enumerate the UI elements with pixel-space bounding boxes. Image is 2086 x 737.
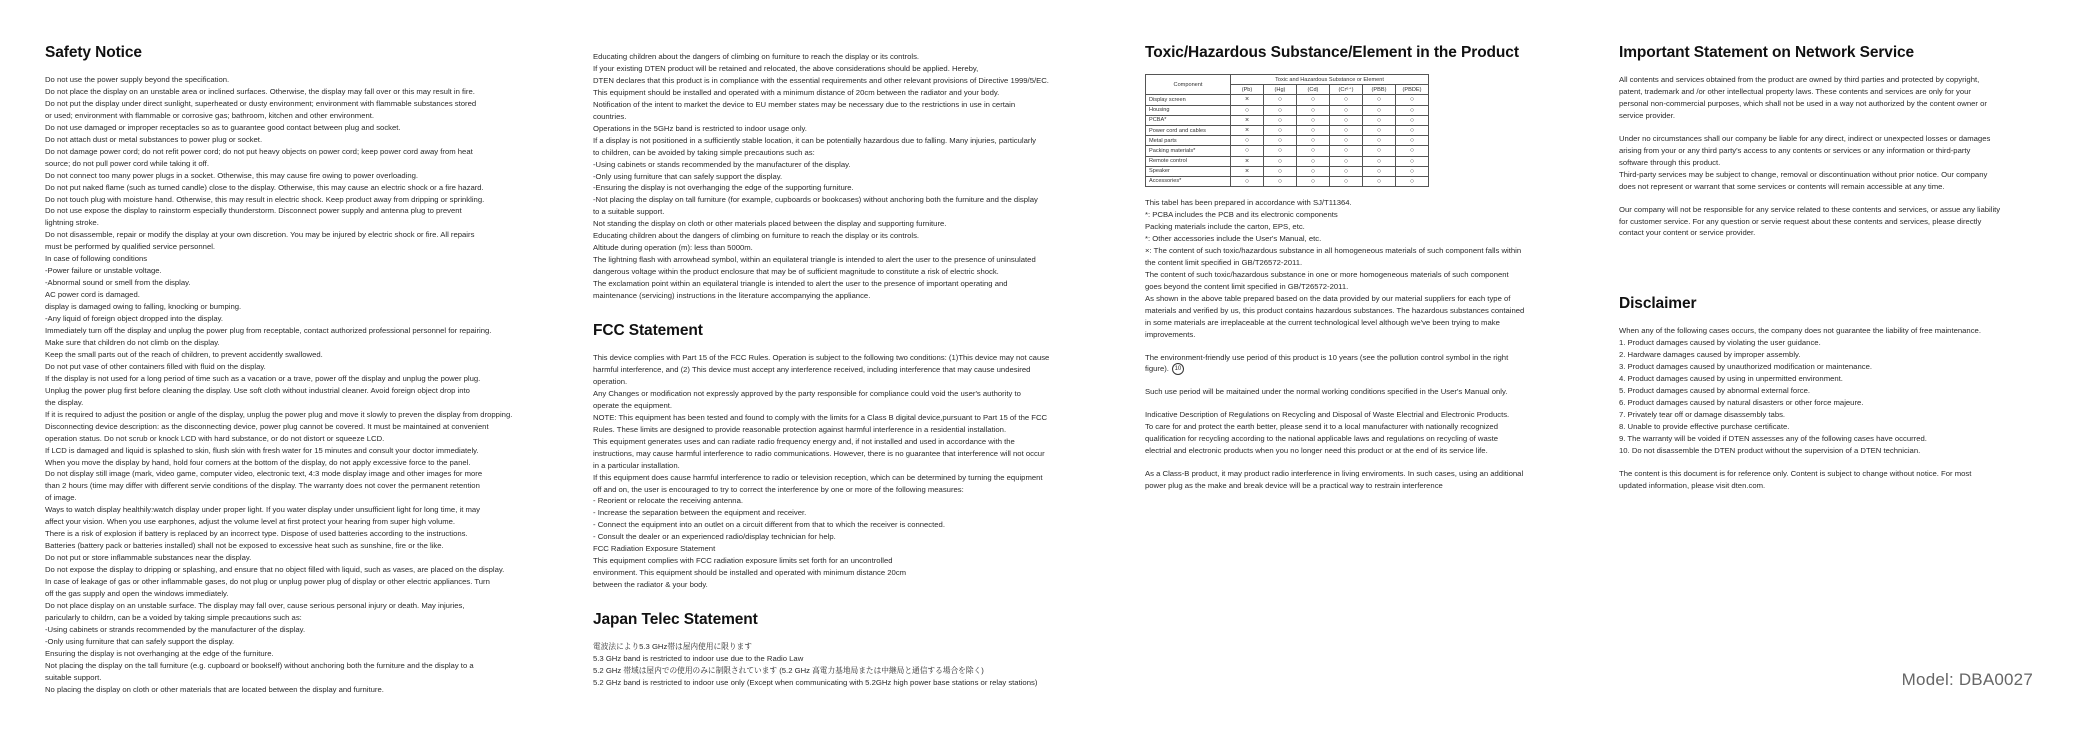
pollution-control-icon: 10 (1172, 363, 1184, 375)
compliance-line: The lightning flash with arrowhead symbol, within an equilateral triangle is intended to alert the user to the presence of uninsulated (593, 255, 1036, 265)
table-cell-mark: × (1231, 156, 1264, 166)
fcc-line: operate the equipment. (593, 400, 673, 410)
table-cell-mark: ○ (1297, 105, 1330, 115)
safety-line: Ensuring the display is not overhanging at the edge of the furniture. (45, 648, 274, 658)
safety-line: In case of following conditions (45, 254, 148, 264)
table-cell-mark: ○ (1264, 105, 1297, 115)
environment-line (1145, 352, 1615, 364)
japan-telec-title: Japan Telec Statement (593, 611, 758, 629)
recycle-line: Indicative Description of Regulations on Recycling and Disposal of Waste Electrial and Electronic Products. (1145, 410, 1510, 420)
toxic-note-line: Packing materials include the carton, EPS, etc. (1145, 221, 1305, 231)
table-cell-mark: ○ (1330, 156, 1363, 166)
compliance-line: DTEN declares that this product is in compliance with the essential requirements and other relevant provisions of Directive 1999/5/EC. (593, 75, 1049, 85)
table-cell-mark: ○ (1363, 166, 1396, 176)
class-b-text (1145, 468, 1615, 492)
disclaimer-item: 3. Product damages caused by unauthorized modification or maintenance. (1619, 362, 1872, 372)
class-b-line: As a Class-B product, it may product radio interference in living enviroments. In such cases, using an additional (1145, 469, 1524, 479)
table-cell-mark: ○ (1264, 125, 1297, 135)
safety-line: In case of leakage of gas or other inflammable gases, do not plug or unplug power plug of display or other electric appliances. Turn (45, 577, 490, 587)
table-cell-mark: ○ (1297, 136, 1330, 146)
safety-line: Do not use damaged or improper receptacles so as to guarantee good contact between plug and socket. (45, 122, 401, 132)
table-cell-mark: ○ (1231, 146, 1264, 156)
recycle-line: qualification for recycling according to the national applicable laws and regulations on recycling of waste (1145, 434, 1498, 444)
safety-line: Do not expose the display to dripping or splashing, and ensure that no object filled with liquid, such as vases, are placed on the display. (45, 565, 505, 575)
safety-line: Do not use expose the display to rainstorm especially thunderstorm. Disconnect power supply and antenna plug to prevent (45, 206, 462, 216)
table-row-component: Display screen (1146, 95, 1231, 105)
disclaimer-item: 8. Unable to provide effective purchase certificate. (1619, 422, 1790, 432)
safety-line: must be performed by qualified service personnel. (45, 242, 216, 252)
safety-line: No placing the display on cloth or other materials that are located between the display and furniture. (45, 684, 384, 694)
fcc-line: - Consult the dealer or an experienced radio/display technician for help. (593, 532, 836, 542)
safety-line: There is a risk of explosion if battery is replaced by an incorrect type. Dispose of used batteries according to the instructions. (45, 529, 468, 539)
table-cell-mark: ○ (1264, 156, 1297, 166)
table-cell-mark: ○ (1396, 125, 1429, 135)
network-line: personal non-commercial purposes, which shall not be used in a way not authorized by the content owner or (1619, 98, 1987, 108)
table-cell-mark: ○ (1330, 125, 1363, 135)
table-cell-mark: ○ (1297, 125, 1330, 135)
safety-line: -Using cabinets or strands recommended by the manufacturer of the display. (45, 624, 306, 634)
table-cell-mark: ○ (1363, 176, 1396, 186)
compliance-column (593, 51, 1113, 689)
network-line: does not represent or warrant that some services or contents will remain accessible at any time. (1619, 181, 1945, 191)
toxic-note-line: The content of such toxic/hazardous substance in one or more homogeneous materials of such component (1145, 269, 1509, 279)
table-cell-mark: ○ (1396, 166, 1429, 176)
table-row (1146, 136, 1429, 146)
table-cell-mark: ○ (1363, 95, 1396, 105)
compliance-line: -Not placing the display on tall furniture (for example, cupboards or bookcases) without anchoring both the furniture and the display (593, 195, 1038, 205)
environment-line-text: figure). (1145, 364, 1169, 374)
table-cell-mark: ○ (1330, 146, 1363, 156)
safety-line: Do not put naked flame (such as turned candle) close to the display. Otherwise, this may cause an electric shock or a fire hazard. (45, 182, 484, 192)
table-cell-mark: ○ (1363, 156, 1396, 166)
network-line: service provider. (1619, 110, 1675, 120)
fcc-line: If this equipment does cause harmful interference to radio or television reception, which can be determined by turning the equipment (593, 472, 1043, 482)
network-line: All contents and services obtained from the product are owned by third parties and protected by copyright, (1619, 75, 1980, 84)
toxic-note-line: *: PCBA includes the PCB and its electronic components (1145, 210, 1338, 220)
japan-line: 5.2 GHz 帯域は屋内での使用のみに制限されています (5.2 GHz 高電力基地局または中継局と通信する場合を除く) (593, 665, 984, 675)
fcc-line: in a particular installation. (593, 460, 680, 470)
safety-line: If the display is not used for a long period of time such as a vacation or a trave, power off the display and unplug the power plug. (45, 373, 481, 383)
table-cell-mark: ○ (1396, 176, 1429, 186)
disclaimer-item: 10. Do not disassemble the DTEN product without the supervision of a DTEN technician. (1619, 445, 1921, 455)
table-row (1146, 176, 1429, 186)
safety-line: If it is required to adjust the position or angle of the display, unplug the power plug and move it slowly to preven the display from dropping. (45, 409, 513, 419)
safety-line: Disconnecting device description: as the disconnecting device, power plug cannot be covered. It must be maintained at convenient (45, 421, 489, 431)
compliance-line: -Ensuring the display is not overhanging the edge of the supporting furniture. (593, 183, 854, 193)
safety-line: Ways to watch display healthily:watch display under proper light. If you water display under unsufficient light for long time, it may (45, 505, 480, 515)
safety-line: Do not touch plug with moisture hand. Otherwise, this may result in electric shock. Keep product away from dripping or sprinkling. (45, 194, 485, 204)
table-cell-mark: ○ (1363, 115, 1396, 125)
table-cell-mark: ○ (1297, 166, 1330, 176)
table-cell-mark: ○ (1264, 146, 1297, 156)
safety-line: than 2 hours (time may differ with different servie conditions of the display. The warranty does not cover the permanent retention (45, 481, 480, 491)
table-row-component: Housing (1146, 105, 1231, 115)
toxic-note-line: ×: The content of such toxic/hazardous substance in all homogeneous materials of such component falls within (1145, 245, 1522, 255)
network-line: Our company will not be responsible for any service related to these contents and services, or assue any liability (1619, 204, 2001, 214)
table-column-header: (PBB) (1363, 85, 1396, 95)
network-line: contact your content or service provider. (1619, 228, 1756, 238)
safety-line: -Abnormal sound or smell from the display. (45, 278, 191, 288)
safety-line: suitable support. (45, 672, 102, 682)
toxic-note-line: *: Other accessories include the User's Manual, etc. (1145, 233, 1322, 243)
environment-period-text (1145, 352, 1615, 376)
table-row (1146, 125, 1429, 135)
table-row-component: PCBA* (1146, 115, 1231, 125)
fcc-line: - Increase the separation between the equipment and receiver. (593, 508, 807, 518)
recycle-line: electrial and electronic products when you no longer need this product or at the end of its service life. (1145, 446, 1488, 456)
disclaimer-footer (1619, 468, 2059, 492)
compliance-line: Educating children about the dangers of climbing on furniture to reach the display or its controls. (593, 52, 920, 61)
table-cell-mark: ○ (1396, 115, 1429, 125)
compliance-line: -Using cabinets or stands recommended by the manufacturer of the display. (593, 159, 851, 169)
safety-line: Keep the small parts out of the reach of children, to prevent accidently swallowed. (45, 349, 323, 359)
table-cell-mark: ○ (1264, 136, 1297, 146)
safety-line: of image. (45, 493, 77, 503)
table-cell-mark: ○ (1330, 115, 1363, 125)
disclaimer-intro: When any of the following cases occurs, the company does not guarantee the liability of free maintenance. (1619, 326, 1981, 336)
table-header-group: Toxic and Hazardous Substance or Element (1231, 75, 1429, 85)
safety-line: Do not attach dust or metal substances to power plug or socket. (45, 134, 263, 144)
safety-notice-section (45, 44, 585, 696)
safety-line: Do not place the display on an unstable area or inclined surfaces. Otherwise, the display may fall over or this may result in fire. (45, 86, 475, 96)
disclaimer-list (1619, 337, 2059, 457)
toxic-substance-section (1145, 44, 1615, 492)
table-cell-mark: ○ (1264, 115, 1297, 125)
table-row (1146, 105, 1429, 115)
fcc-line: FCC Radiation Exposure Statement (593, 544, 716, 554)
compliance-line: If your existing DTEN product will be retained and relocated, the above considerations should be applied. Hereby, (593, 63, 979, 73)
table-column-header: (Hg) (1264, 85, 1297, 95)
table-cell-mark: × (1231, 115, 1264, 125)
safety-line: Do not put vase of other containers filled with fluid on the display. (45, 361, 266, 371)
disclaimer-title: Disclaimer (1619, 295, 1697, 313)
table-row (1146, 156, 1429, 166)
fcc-line: - Reorient or relocate the receiving antenna. (593, 496, 743, 506)
table-cell-mark: ○ (1297, 156, 1330, 166)
fcc-line: between the radiator & your body. (593, 580, 708, 590)
table-cell-mark: ○ (1330, 105, 1363, 115)
toxic-note-line: As shown in the above table prepared based on the data provided by our material suppliers for each type of (1145, 293, 1511, 303)
toxic-note-line: the content limit specified in GB/T26572-2011. (1145, 257, 1303, 267)
compliance-line: to children, can be avoided by taking simple precautions such as: (593, 147, 815, 157)
safety-line: display is damaged owing to falling, knocking or bumping. (45, 302, 242, 312)
safety-notice-text (45, 74, 585, 696)
disclaimer-footer-line: The content is this document is for reference only. Content is subject to change without notice. For most (1619, 468, 1972, 478)
table-cell-mark: ○ (1264, 166, 1297, 176)
safety-line: Do not use the power supply beyond the specification. (45, 75, 230, 84)
table-row (1146, 95, 1429, 105)
safety-line: -Only using furniture that can safely support the display. (45, 636, 235, 646)
japan-line: 5.3 GHz band is restricted to indoor use due to the Radio Law (593, 654, 804, 664)
compliance-line: Notification of the intent to market the device to EU member states may be necessary due to the restrictions in use in certain (593, 99, 1016, 109)
environment-line (1145, 363, 1615, 375)
disclaimer-item: 5. Product damages caused by abnormal external force. (1619, 386, 1811, 396)
safety-line: off the gas supply and open the windows immediately. (45, 588, 229, 598)
safety-line: Do not place display on an unstable surface. The display may fall over, cause serious personal injury or death. May injuries, (45, 600, 465, 610)
table-header-component: Component (1146, 75, 1231, 95)
compliance-line: dangerous voltage within the product enclosure that may be of sufficient magnitude to constitute a risk of electric shock. (593, 267, 999, 277)
disclaimer-item: 7. Privately tear off or damage disassembly tabs. (1619, 410, 1786, 420)
safety-line: the display. (45, 397, 84, 407)
compliance-line: Altitude during operation (m): less than 5000m. (593, 243, 753, 253)
table-column-header: (PBDE) (1396, 85, 1429, 95)
safety-line: paricularly to childrn, can be a voided by taking simple precautions such as: (45, 612, 302, 622)
table-row-component: Remote control (1146, 156, 1231, 166)
table-row-component: Metal parts (1146, 136, 1231, 146)
toxic-note-line: improvements. (1145, 329, 1196, 339)
toxic-note-line: materials and verified by us, this product contains hazardous substances. The hazardous substances contained (1145, 305, 1525, 315)
table-cell-mark: ○ (1396, 95, 1429, 105)
network-disclaimer-column (1619, 44, 2059, 492)
japan-line: 5.2 GHz band is restricted to indoor use only (Except when communicating with 5.2GHz high power base stations or relay stations) (593, 677, 1038, 687)
table-cell-mark: ○ (1363, 136, 1396, 146)
network-line: Third-party services may be subject to change, removal or discontinuation without prior notice. Our company (1619, 169, 1988, 179)
table-cell-mark: ○ (1231, 136, 1264, 146)
fcc-line: - Connect the equipment into an outlet on a circuit different from that to which the receiver is connected. (593, 520, 945, 530)
network-paragraph-3 (1619, 204, 2059, 240)
safety-line: or used; environment with flammable or corrosive gas; bathroom, kitchen and other environment. (45, 110, 375, 120)
safety-notice-title: Safety Notice (45, 44, 142, 61)
safety-line: source; do not pull power cord while taking it off. (45, 158, 209, 168)
safety-line: -Power failure or unstable voltage. (45, 266, 162, 276)
fcc-line: This equipment generates uses and can radiate radio frequency energy and, if not installed and used in accordance with the (593, 436, 1015, 446)
fcc-line: instructions, may cause harmful interference to radio communications. However, there is no guarantee that interference will not occur (593, 448, 1045, 458)
disclaimer-item: 1. Product damages caused by violating the user guidance. (1619, 338, 1821, 348)
safety-line: Do not put the display under direct sunlight, superheated or dusty environment; environment with flammable substances stored (45, 98, 477, 108)
compliance-line: The exclamation point within an equilateral triangle is intended to alert the user to the presence of important operating and (593, 279, 1008, 289)
table-row (1146, 166, 1429, 176)
table-row-component: Accessories* (1146, 176, 1231, 186)
table-cell-mark: × (1231, 166, 1264, 176)
safety-line: AC power cord is damaged. (45, 290, 140, 300)
safety-line: Unplug the power plug first before cleaning the display. Use soft cloth without industrial cleaner. Avoid foreign object drop into (45, 385, 470, 395)
safety-line: Do not put or store inflammable substances near the display. (45, 553, 252, 563)
child-safety-text (593, 51, 1113, 302)
model-number: Model: DBA0027 (1901, 670, 2033, 689)
table-cell-mark: ○ (1396, 136, 1429, 146)
fcc-line: environment. This equipment should be installed and operated with minimum distance 20cm (593, 568, 907, 578)
network-line: arising from your or any third party's access to any contents or services or any information or third-party (1619, 145, 1971, 155)
table-cell-mark: ○ (1330, 176, 1363, 186)
network-line: patent, trademark and /or other intellectual property laws. These contents and services are only for your (1619, 86, 1971, 96)
network-service-title: Important Statement on Network Service (1619, 44, 1915, 61)
compliance-line: Educating children about the dangers of climbing on furniture to reach the display or its controls. (593, 231, 920, 241)
table-cell-mark: ○ (1264, 176, 1297, 186)
japan-line: 電波法により5.3 GHz帯は屋内使用に限ります (593, 642, 752, 652)
compliance-line: -Only using furniture that can safely support the display. (593, 171, 783, 181)
table-cell-mark: ○ (1231, 176, 1264, 186)
table-cell-mark: ○ (1330, 166, 1363, 176)
table-row-component: Speaker (1146, 166, 1231, 176)
compliance-line: Operations in the 5GHz band is restricted to indoor usage only. (593, 123, 807, 133)
table-cell-mark: × (1231, 95, 1264, 105)
table-cell-mark: × (1231, 125, 1264, 135)
recycle-line: To care for and protect the earth better, please send it to a local manufacturer with nationally recognized (1145, 422, 1498, 432)
safety-line: If LCD is damaged and liquid is splashed to skin, flush skin with fresh water for 15 minutes and consult your doctor immediately. (45, 445, 479, 455)
network-paragraph-2 (1619, 133, 2059, 193)
fcc-line: This equipment complies with FCC radiation exposure limits set forth for an uncontrolled (593, 556, 893, 566)
fcc-statement-title: FCC Statement (593, 322, 703, 340)
table-column-header: (Cr⁶⁺) (1330, 85, 1363, 95)
toxic-note-line: This tabel has been prepared in accordance with SJ/T11364. (1145, 198, 1352, 208)
disclaimer-item: 2. Hardware damages caused by improper assembly. (1619, 350, 1801, 360)
table-cell-mark: ○ (1231, 105, 1264, 115)
table-row-component: Packing materials* (1146, 146, 1231, 156)
safety-line: Make sure that children do not climb on the display. (45, 337, 220, 347)
safety-line: Immediately turn off the display and unplug the power plug from receptable, contact authorized professional personnel for repairing. (45, 326, 492, 336)
compliance-line: to a suitable support. (593, 207, 665, 217)
safety-line: Not placing the display on the tall furniture (e.g. cupboard or bookself) without anchoring both the furniture and the display to a (45, 660, 474, 670)
compliance-line: If a display is not positioned in a sufficiently stable location, it can be potentially hazardous due to falling. Many injuries, particularly (593, 135, 1036, 145)
normal-use-text: Such use period will be maitained under the normal working conditions specified in the User's Manual only. (1145, 387, 1508, 397)
table-cell-mark: ○ (1330, 95, 1363, 105)
class-b-line: power plug as the make and break device will be a practical way to restrain interference (1145, 481, 1443, 491)
environment-line-text: The environment-friendly use period of this product is 10 years (see the pollution control symbol in the right (1145, 352, 1509, 362)
safety-line: Do not damage power cord; do not refit power cord; do not put heavy objects on power cord; keep power cord away from heat (45, 146, 473, 156)
network-line: Under no circumstances shall our company be liable for any direct, indirect or unexpected losses or damages (1619, 133, 1991, 143)
table-cell-mark: ○ (1330, 136, 1363, 146)
table-cell-mark: ○ (1363, 125, 1396, 135)
safety-line: Batteries (battery pack or batteries installed) shall not be exposed to excessive heat such as sunshine, fire or the like. (45, 541, 444, 551)
table-cell-mark: ○ (1396, 105, 1429, 115)
compliance-line: Not standing the display on cloth or other materials placed between the display and supporting furniture. (593, 219, 947, 229)
disclaimer-item: 4. Product damages caused by using in unpermitted environment. (1619, 374, 1843, 384)
fcc-line: NOTE: This equipment has been tested and found to comply with the limits for a Class B digital device,pursuant to Part 15 of the FCC (593, 412, 1048, 422)
table-cell-mark: ○ (1297, 115, 1330, 125)
toxic-note-line: in some materials are irreplaceable at the current technological level although we've been trying to make (1145, 317, 1500, 327)
table-cell-mark: ○ (1264, 95, 1297, 105)
safety-line: Do not disassemble, repair or modify the display at your own discretion. You may be injured by electric shock or fire. All repairs (45, 230, 475, 240)
safety-line: -Any liquid of foreign object dropped into the display. (45, 314, 224, 324)
toxic-notes-text (1145, 197, 1615, 340)
fcc-line: This device complies with Part 15 of the FCC Rules. Operation is subject to the following two conditions: (1)This device may not cause (593, 353, 1050, 363)
safety-line: Do not display still image (mark, video game, computer video, electronic text, 4:3 mode display image and other images for more (45, 469, 483, 479)
table-row-component: Power cord and cables (1146, 125, 1231, 135)
fcc-line: operation. (593, 376, 628, 386)
compliance-line: countries. (593, 111, 627, 121)
fcc-line: off and on, the user is encouraged to try to correct the interference by one or more of the following measures: (593, 484, 964, 494)
network-line: for customer service. For any question or servie request about these contents and services, please directly (1619, 216, 1982, 226)
compliance-line: This equipment should be installed and operated with a minimum distance of 20cm between the radiator and your body. (593, 87, 1000, 97)
safety-line: operation status. Do not scrub or knock LCD with hard substance, or do not distort or squeeze LCD. (45, 433, 385, 443)
table-cell-mark: ○ (1297, 146, 1330, 156)
table-column-header: (Cd) (1297, 85, 1330, 95)
fcc-statement-text (593, 352, 1113, 591)
japan-telec-text (593, 641, 1113, 689)
fcc-line: Any Changes or modification not expressly approved by the party responsible for compliance could void the user's authority to (593, 388, 1021, 398)
disclaimer-item: 9. The warranty will be voided if DTEN assesses any of the following cases have occurred. (1619, 434, 1927, 444)
toxic-substance-title: Toxic/Hazardous Substance/Element in the Product (1145, 44, 1519, 61)
table-cell-mark: ○ (1363, 105, 1396, 115)
safety-line: Do not connect too many power plugs in a socket. Otherwise, this may cause fire owing to power overloading. (45, 170, 419, 180)
safety-line: lightning stroke. (45, 218, 99, 228)
table-cell-mark: ○ (1363, 146, 1396, 156)
safety-line: When you move the display by hand, hold four corners at the bottom of the display, do not apply excessive force to the panel. (45, 457, 471, 467)
table-cell-mark: ○ (1396, 146, 1429, 156)
table-cell-mark: ○ (1297, 95, 1330, 105)
disclaimer-item: 6. Product damages caused by natural disasters or other force majeure. (1619, 398, 1864, 408)
network-line: software through this product. (1619, 157, 1721, 167)
fcc-line: Rules. These limits are designed to provide reasonable protection against harmful interference in a residential installation. (593, 424, 1007, 434)
table-row (1146, 115, 1429, 125)
table-cell-mark: ○ (1297, 176, 1330, 186)
safety-line: affect your vision. When you use earphones, adjust the volume level at first protect your hearing from super high volume. (45, 517, 456, 527)
compliance-line: maintenance (servicing) instructions in the literature accompanying the appliance. (593, 291, 871, 301)
recycling-text (1145, 409, 1615, 457)
table-cell-mark: ○ (1396, 156, 1429, 166)
network-paragraph-1 (1619, 74, 2059, 122)
table-row (1146, 146, 1429, 156)
fcc-line: harmful interference, and (2) This device must accept any interference received, including interference that may cause undesired (593, 364, 1031, 374)
disclaimer-footer-line: updated information, please visit dten.com. (1619, 480, 1766, 490)
toxic-substance-table (1145, 74, 1429, 187)
toxic-note-line: goes beyond the content limit specified in GB/T26572-2011. (1145, 281, 1349, 291)
table-column-header: (Pb) (1231, 85, 1264, 95)
